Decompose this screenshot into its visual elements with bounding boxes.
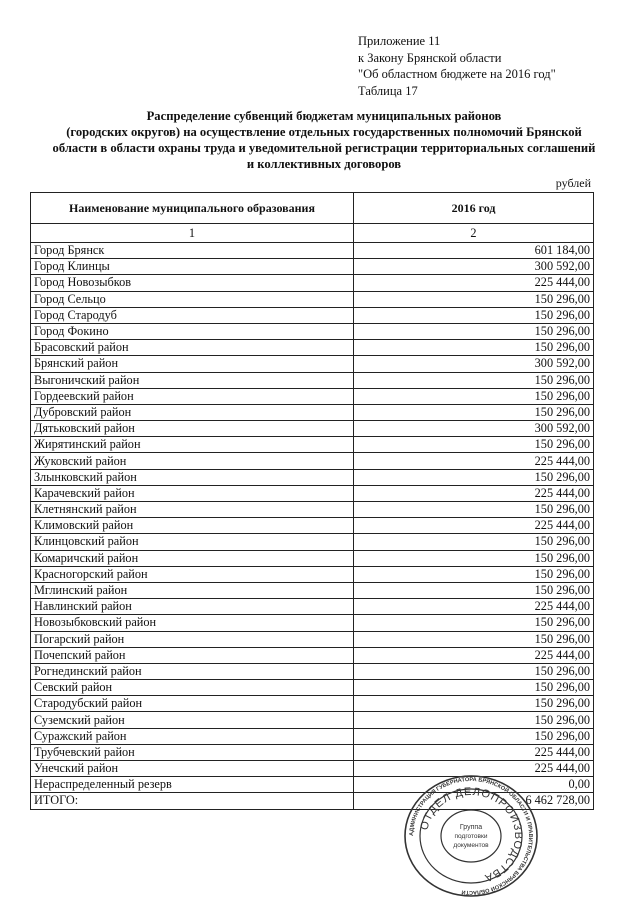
title-line: (городских округов) на осуществление отдельных государственных полномочий Брянской (66, 125, 582, 139)
amount-2016: 150 296,00 (354, 437, 594, 453)
municipality-name: Брянский район (31, 356, 354, 372)
municipality-name: Красногорский район (31, 566, 354, 582)
municipality-name: Жирятинский район (31, 437, 354, 453)
header-year: 2016 год (354, 193, 594, 224)
stamp-ring-text: АДМИНИСТРАЦИЯ ГУБЕРНАТОРА БРЯНСКОЙ ОБЛАСТИ И ПРАВИТЕЛЬСТВА БРЯНСКОЙ ОБЛАСТИ (408, 776, 534, 896)
table-row (31, 728, 594, 744)
amount-2016: 6 462 728,00 (354, 793, 594, 809)
municipality-name: Севский район (31, 680, 354, 696)
municipality-name: Город Стародуб (31, 307, 354, 323)
municipality-name: Стародубский район (31, 696, 354, 712)
table-row (31, 453, 594, 469)
table-row (31, 356, 594, 372)
column-numbering-row (31, 224, 594, 243)
amount-2016: 150 296,00 (354, 728, 594, 744)
municipality-name: ИТОГО: (31, 793, 354, 809)
table-row (31, 307, 594, 323)
municipality-name: Город Фокино (31, 323, 354, 339)
unit-label: рублей (555, 176, 591, 190)
stamp-center-line: Группа (459, 824, 483, 831)
amount-2016: 150 296,00 (354, 340, 594, 356)
amount-2016: 150 296,00 (354, 712, 594, 728)
municipality-name: Жуковский район (31, 453, 354, 469)
appendix-block (358, 33, 556, 99)
amount-2016: 150 296,00 (354, 469, 594, 485)
office-stamp (402, 774, 540, 898)
amount-2016: 150 296,00 (354, 404, 594, 420)
amount-2016: 150 296,00 (354, 615, 594, 631)
amount-2016: 150 296,00 (354, 307, 594, 323)
municipality-name: Мглинский район (31, 582, 354, 598)
table-row (31, 421, 594, 437)
table-row (31, 469, 594, 485)
amount-2016: 150 296,00 (354, 680, 594, 696)
municipality-name: Гордеевский район (31, 388, 354, 404)
municipality-name: Навлинский район (31, 599, 354, 615)
subventions-table (30, 192, 594, 810)
table-row (31, 323, 594, 339)
amount-2016: 225 444,00 (354, 275, 594, 291)
table-row (31, 259, 594, 275)
table-row (31, 599, 594, 615)
amount-2016: 150 296,00 (354, 323, 594, 339)
table-row (31, 340, 594, 356)
column-number: 1 (31, 224, 354, 243)
municipality-name: Суражский район (31, 728, 354, 744)
table-row (31, 485, 594, 501)
amount-2016: 150 296,00 (354, 696, 594, 712)
municipality-name: Унечский район (31, 761, 354, 777)
table-row (31, 243, 594, 259)
municipality-name: Город Клинцы (31, 259, 354, 275)
municipality-name: Трубчевский район (31, 744, 354, 760)
table-header-row (31, 193, 594, 224)
table-row (31, 712, 594, 728)
municipality-name: Дятьковский район (31, 421, 354, 437)
title-line: области в области охраны труда и уведомительной регистрации территориальных соглашений (52, 141, 596, 155)
amount-2016: 300 592,00 (354, 259, 594, 275)
amount-2016: 150 296,00 (354, 566, 594, 582)
municipality-name: Клетнянский район (31, 502, 354, 518)
title-line: и коллективных договоров (246, 157, 402, 171)
table-row (31, 647, 594, 663)
amount-2016: 150 296,00 (354, 582, 594, 598)
stamp-arc-text: ОТДЕЛ ДЕЛОПРОИЗВОДСТВА (418, 785, 525, 884)
table-row (31, 502, 594, 518)
municipality-name: Климовский район (31, 518, 354, 534)
table-row (31, 550, 594, 566)
amount-2016: 0,00 (354, 777, 594, 793)
amount-2016: 225 444,00 (354, 744, 594, 760)
table-row (31, 744, 594, 760)
amount-2016: 601 184,00 (354, 243, 594, 259)
amount-2016: 150 296,00 (354, 291, 594, 307)
municipality-name: Злынковский район (31, 469, 354, 485)
amount-2016: 225 444,00 (354, 761, 594, 777)
amount-2016: 150 296,00 (354, 534, 594, 550)
amount-2016: 150 296,00 (354, 502, 594, 518)
amount-2016: 150 296,00 (354, 663, 594, 679)
table-row (31, 582, 594, 598)
stamp-center-line: документов (453, 842, 489, 849)
law-title: "Об областном бюджете на 2016 год" (358, 67, 556, 81)
stamp-center-line: подготовки (454, 833, 488, 840)
table-row (31, 275, 594, 291)
municipality-name: Город Сельцо (31, 291, 354, 307)
municipality-name: Почепский район (31, 647, 354, 663)
amount-2016: 225 444,00 (354, 599, 594, 615)
table-row (31, 372, 594, 388)
amount-2016: 300 592,00 (354, 356, 594, 372)
amount-2016: 150 296,00 (354, 550, 594, 566)
municipality-name: Погарский район (31, 631, 354, 647)
municipality-name: Карачевский район (31, 485, 354, 501)
municipality-name: Новозыбковский район (31, 615, 354, 631)
table-row (31, 631, 594, 647)
table-number: Таблица 17 (358, 83, 418, 98)
table-row (31, 615, 594, 631)
column-number: 2 (354, 224, 594, 243)
amount-2016: 150 296,00 (354, 372, 594, 388)
municipality-name: Клинцовский район (31, 534, 354, 550)
document-title (30, 108, 618, 172)
municipality-name: Рогнединский район (31, 663, 354, 679)
amount-2016: 300 592,00 (354, 421, 594, 437)
header-municipality: Наименование муниципального образования (31, 193, 354, 224)
table-row (31, 291, 594, 307)
amount-2016: 150 296,00 (354, 631, 594, 647)
amount-2016: 150 296,00 (354, 388, 594, 404)
table-row (31, 437, 594, 453)
municipality-name: Город Брянск (31, 243, 354, 259)
table-row (31, 388, 594, 404)
municipality-name: Брасовский район (31, 340, 354, 356)
municipality-name: Суземский район (31, 712, 354, 728)
table-row (31, 663, 594, 679)
amount-2016: 225 444,00 (354, 518, 594, 534)
municipality-name: Выгоничский район (31, 372, 354, 388)
title-line: Распределение субвенций бюджетам муниципальных районов (146, 109, 502, 123)
table-row (31, 566, 594, 582)
table-row (31, 534, 594, 550)
law-reference: к Закону Брянской области (358, 50, 502, 65)
amount-2016: 225 444,00 (354, 485, 594, 501)
table-row (31, 680, 594, 696)
municipality-name: Дубровский район (31, 404, 354, 420)
amount-2016: 225 444,00 (354, 453, 594, 469)
table-row (31, 404, 594, 420)
municipality-name: Нераспределенный резерв (31, 777, 354, 793)
appendix-line: Приложение 11 (358, 34, 441, 48)
municipality-name: Комаричский район (31, 550, 354, 566)
table-row (31, 696, 594, 712)
municipality-name: Город Новозыбков (31, 275, 354, 291)
table-row (31, 518, 594, 534)
amount-2016: 225 444,00 (354, 647, 594, 663)
